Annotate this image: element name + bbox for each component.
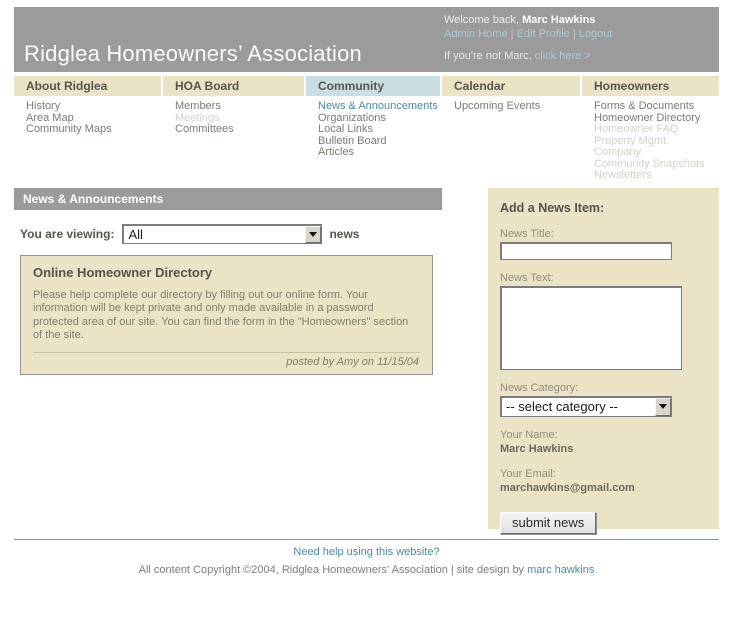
news-text-textarea[interactable] bbox=[500, 286, 682, 370]
nav-link-homeowner-directory[interactable]: Homeowner Directory bbox=[594, 111, 701, 124]
news-text-group bbox=[500, 272, 707, 370]
admin-home-link[interactable]: Admin Home bbox=[444, 28, 508, 40]
masthead bbox=[14, 7, 719, 72]
nav-column-calendar bbox=[442, 76, 580, 182]
copyright-text: All content Copyright ©2004, Ridglea Homeowners' Association | site design by bbox=[138, 563, 525, 576]
separator: | bbox=[572, 28, 576, 40]
filter-suffix: news bbox=[329, 226, 360, 241]
dropdown-button[interactable] bbox=[655, 398, 671, 416]
news-title-group bbox=[500, 228, 707, 260]
news-title-input[interactable] bbox=[500, 242, 672, 260]
help-link[interactable]: Need help using this website? bbox=[293, 545, 440, 558]
site-title: Ridglea Homeowners’ Association bbox=[24, 41, 362, 66]
nav-link-members[interactable]: Members bbox=[175, 100, 221, 112]
nav-link-local-links[interactable]: Local Links bbox=[318, 123, 374, 135]
footer bbox=[14, 540, 719, 576]
nav-link-newsletters: Newsletters bbox=[594, 169, 652, 181]
logout-link[interactable]: Logout bbox=[578, 28, 613, 40]
nav-link-community-maps[interactable]: Community Maps bbox=[26, 123, 112, 135]
user-name: Marc Hawkins bbox=[522, 14, 596, 26]
submit-news-button[interactable]: submit news bbox=[500, 512, 596, 534]
dropdown-button[interactable] bbox=[305, 226, 321, 243]
news-column bbox=[14, 188, 442, 529]
filter-label: You are viewing: bbox=[20, 226, 115, 241]
news-category-group bbox=[500, 382, 707, 417]
nav-header-calendar: Calendar bbox=[442, 76, 580, 96]
news-item-title: Online Homeowner Directory bbox=[33, 264, 213, 280]
nav-link-articles[interactable]: Articles bbox=[318, 146, 355, 158]
nav-column-about bbox=[14, 76, 161, 182]
nav-link-news-announcements[interactable]: News & Announcements bbox=[318, 100, 438, 112]
main-content bbox=[14, 188, 719, 529]
nav-column-homeowners bbox=[582, 76, 719, 182]
news-item bbox=[20, 255, 433, 375]
nav-link-organizations[interactable]: Organizations bbox=[318, 111, 386, 124]
masthead-user-area bbox=[444, 14, 612, 63]
chevron-down-icon bbox=[309, 232, 317, 237]
add-news-panel bbox=[488, 188, 719, 529]
nav-link-area-map[interactable]: Area Map bbox=[26, 111, 74, 124]
not-you-text: If you're not Marc, bbox=[444, 50, 532, 62]
designer-link[interactable]: marc hawkins bbox=[527, 563, 595, 576]
your-name-value: Marc Hawkins bbox=[500, 442, 574, 455]
your-name-group bbox=[500, 429, 707, 455]
nav-link-committees[interactable]: Committees bbox=[175, 123, 234, 135]
nav-link-homeowner-faq: Homeowner FAQ bbox=[594, 123, 679, 135]
nav-link-bulletin-board[interactable]: Bulletin Board bbox=[318, 134, 387, 147]
add-news-title: Add a News Item: bbox=[500, 200, 605, 215]
news-filter-row bbox=[14, 224, 442, 244]
filter-selected-value: All bbox=[128, 226, 143, 242]
news-title-label: News Title: bbox=[500, 227, 554, 240]
copyright-line bbox=[14, 564, 719, 576]
your-name-label: Your Name: bbox=[500, 428, 558, 441]
nav-header-hoa-board: HOA Board bbox=[163, 76, 304, 96]
nav-link-history[interactable]: History bbox=[26, 100, 61, 112]
news-filter-select[interactable] bbox=[122, 224, 322, 244]
nav-header-homeowners: Homeowners bbox=[582, 76, 719, 96]
welcome-prefix: Welcome back, bbox=[444, 14, 519, 26]
chevron-down-icon bbox=[659, 404, 667, 409]
news-text-label: News Text: bbox=[500, 271, 554, 284]
click-here-link[interactable]: click here > bbox=[534, 50, 591, 62]
separator: | bbox=[510, 28, 514, 40]
nav-link-meetings: Meetings bbox=[175, 111, 220, 124]
nav-header-community: Community bbox=[306, 76, 440, 96]
news-category-select[interactable] bbox=[500, 396, 672, 417]
nav-link-forms-documents[interactable]: Forms & Documents bbox=[594, 100, 695, 112]
your-email-label: Your Email: bbox=[500, 467, 556, 480]
news-category-label: News Category: bbox=[500, 381, 579, 394]
nav-header-about: About Ridglea bbox=[14, 76, 161, 96]
edit-profile-link[interactable]: Edit Profile bbox=[516, 28, 570, 40]
not-you-line bbox=[444, 50, 612, 63]
your-email-value: marchawkins@gmail.com bbox=[500, 481, 635, 494]
page bbox=[14, 7, 719, 576]
news-item-byline: posted by Amy on 11/15/04 bbox=[33, 352, 420, 370]
nav-link-community-snapshots: Community Snapshots bbox=[594, 157, 705, 170]
welcome-line bbox=[444, 14, 612, 27]
nav-column-community bbox=[306, 76, 440, 182]
news-item-body: Please help complete our directory by filling out our online form. Your information will be kept private and only made available in a password protected area of our site. You can find the form in the "Homeowners" section of the site. bbox=[33, 288, 409, 341]
nav-link-property-mgmt: Property Mgmt. Company bbox=[594, 134, 670, 158]
account-links bbox=[444, 28, 612, 41]
nav-link-upcoming-events[interactable]: Upcoming Events bbox=[454, 100, 541, 112]
nav-column-hoa-board bbox=[163, 76, 304, 182]
your-email-group bbox=[500, 468, 707, 494]
category-selected-value: -- select category -- bbox=[506, 399, 618, 414]
main-nav bbox=[14, 76, 719, 182]
section-title: News & Announcements bbox=[14, 188, 442, 210]
